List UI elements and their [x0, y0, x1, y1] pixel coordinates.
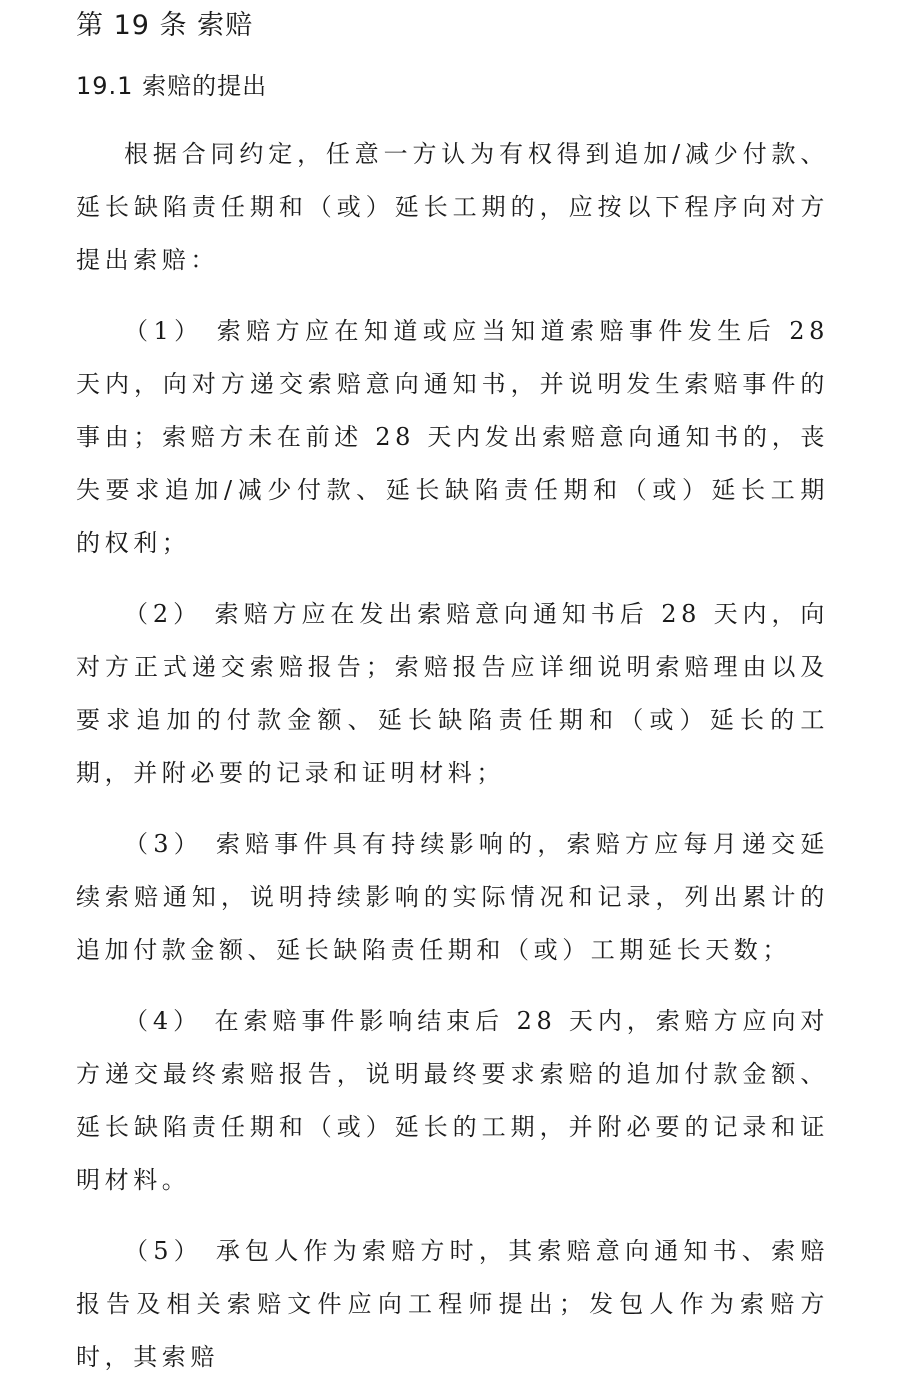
claim-item-2 [76, 588, 829, 800]
item-text: 索赔方应在发出索赔意向通知书后 28 天内，向对方正式递交索赔报告；索赔报告应详细说明索赔理由以及要求追加的付款金额、延长缺陷责任期和（或）延长的工期，并附必要的记录和证明材料； [76, 600, 829, 787]
item-text: 承包人作为索赔方时，其索赔意向通知书、索赔报告及相关索赔文件应向工程师提出；发包人作为索赔方时，其索赔 [76, 1237, 829, 1371]
item-number: （5） [124, 1237, 203, 1265]
claim-item-3 [76, 818, 829, 977]
item-number: （3） [124, 830, 203, 858]
item-number: （2） [124, 600, 203, 628]
claim-item-1 [76, 305, 829, 570]
item-number: （4） [124, 1007, 203, 1035]
intro-paragraph: 根据合同约定，任意一方认为有权得到追加/减少付款、延长缺陷责任期和（或）延长工期的，应按以下程序向对方提出索赔： [76, 140, 829, 274]
section-title: 19.1 索赔的提出 [76, 72, 268, 100]
claim-item-4 [76, 995, 829, 1207]
item-number: （1） [124, 317, 204, 345]
article-title: 第 19 条 索赔 [76, 10, 254, 41]
item-text: 索赔事件具有持续影响的，索赔方应每月递交延续索赔通知，说明持续影响的实际情况和记录，列出累计的追加付款金额、延长缺陷责任期和（或）工期延长天数； [76, 830, 829, 964]
item-text: 索赔方应在知道或应当知道索赔事件发生后 28 天内，向对方递交索赔意向通知书，并说明发生索赔事件的事由；索赔方未在前述 28 天内发出索赔意向通知书的，丧失要求追加/减少付款、延长缺陷责任期和（或）延长工期的权利； [76, 317, 829, 557]
item-text: 在索赔事件影响结束后 28 天内，索赔方应向对方递交最终索赔报告，说明最终要求索赔的追加付款金额、延长缺陷责任期和（或）延长的工期，并附必要的记录和证明材料。 [76, 1007, 829, 1194]
claim-item-5 [76, 1225, 829, 1384]
